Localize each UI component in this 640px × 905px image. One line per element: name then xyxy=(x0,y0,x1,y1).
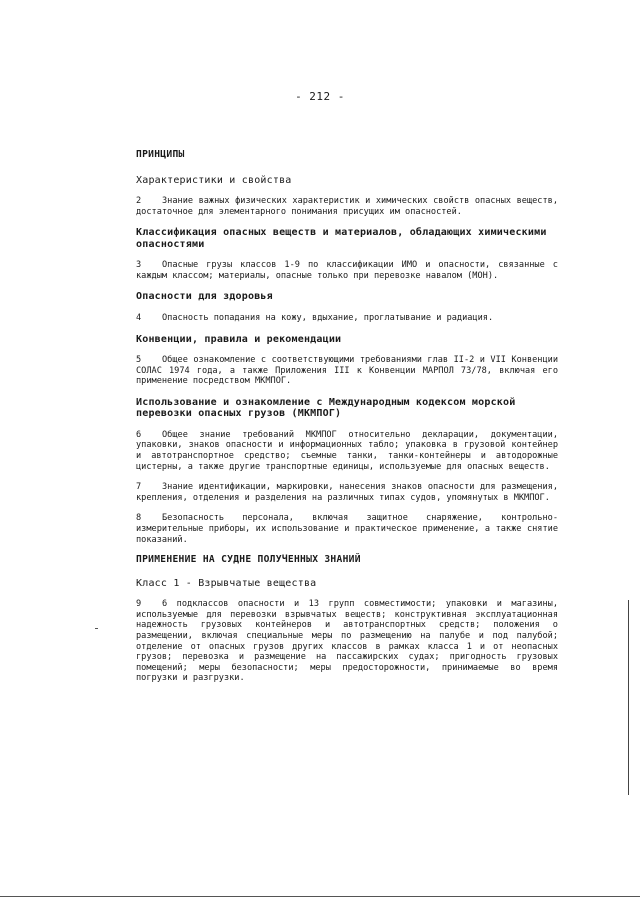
paragraph-text: Опасные грузы классов 1-9 по классификации ИМО и опасности, связанные с каждым классом; материалы, опасные только при перевозке навалом (МОН). xyxy=(136,260,558,281)
paragraph-text: Знание важных физических характеристик и химических свойств опасных веществ, достаточное для элементарного понимания присущих им опасностей. xyxy=(136,196,558,217)
section-title: Характеристики и свойства xyxy=(136,174,292,186)
paragraph xyxy=(136,355,558,387)
paragraph-text: Знание идентификации, маркировки, нанесения знаков опасности для размещения, крепления, отделения и разделения на различных типах судов, упомянутых в МКМПОГ. xyxy=(136,482,558,503)
heading-application: ПРИМЕНЕНИЕ НА СУДНЕ ПОЛУЧЕННЫХ ЗНАНИЙ xyxy=(136,554,361,566)
paragraph xyxy=(136,313,558,324)
paragraph-number: 8 xyxy=(136,513,142,524)
paragraph-number: 6 xyxy=(136,429,142,440)
paragraph xyxy=(136,599,558,684)
paragraph-text: Общее ознакомление с соответствующими требованиями глав II-2 и VII Конвенции СОЛАС 1974 года, а также Приложения III к Конвенции МАРПОЛ 73/78, включая его применение посредством МКМПОГ. xyxy=(136,355,558,387)
paragraph-number: 4 xyxy=(136,312,142,323)
paragraph-number: 7 xyxy=(136,482,142,493)
paragraph-number: 9 xyxy=(136,599,142,610)
scan-edge-line xyxy=(628,600,629,795)
paragraph-text: Опасность попадания на кожу, вдыхание, проглатывание и радиация. xyxy=(162,312,494,323)
page-bottom-line xyxy=(0,896,640,897)
margin-mark xyxy=(95,628,98,629)
heading-principles: ПРИНЦИПЫ xyxy=(136,149,185,160)
class-title: Класс 1 - Взрывчатые вещества xyxy=(136,577,317,589)
paragraph xyxy=(136,196,558,217)
paragraph-number: 5 xyxy=(136,355,142,366)
document-body xyxy=(136,150,558,694)
paragraph-number: 2 xyxy=(136,196,142,207)
section-title: Использование и ознакомление с Международным кодексом морской перевозки опасных грузов (МКМПОГ) xyxy=(136,396,516,420)
paragraph xyxy=(136,513,558,545)
paragraph-text: 6 подклассов опасности и 13 групп совместимости; упаковки и магазины, используемые для перевозки взрывчатых веществ; конструктивная эксплуатационная надежность грузовых контейнеров и автотранспортных средств; положения о размещении, включая специальные меры по размещению на палубе и под палубой; отделение от опасных грузов других классов в рамках класса 1 и от неопасных грузов; перевозка и размещение на пассажирских судах; пригодность грузовых помещений; меры безопасности; меры предосторожности, принимаемые во время погрузки и разгрузки. xyxy=(136,599,558,684)
paragraph xyxy=(136,430,558,472)
page-number: - 212 - xyxy=(295,90,345,103)
section-title: Конвенции, правила и рекомендации xyxy=(136,333,342,345)
paragraph-text: Общее знание требований МКМПОГ относительно декларации, документации, упаковки, знаков опасности и информационных табло; упаковка в грузовой контейнер и автотранспортное средство; съемные танки, танки-контейнеры и автодорожные цистерны, а также другие транспортные единицы, используемые для опасных веществ. xyxy=(136,429,558,472)
section-title: Классификация опасных веществ и материалов, обладающих химическими опасностями xyxy=(136,227,547,250)
paragraph-text: Безопасность персонала, включая защитное снаряжение, контрольно-измерительные приборы, их использование и практическое применение, а также снятие показаний. xyxy=(136,513,558,545)
paragraph xyxy=(136,482,558,503)
paragraph xyxy=(136,260,558,281)
section-title: Опасности для здоровья xyxy=(136,291,273,303)
paragraph-number: 3 xyxy=(136,260,142,271)
